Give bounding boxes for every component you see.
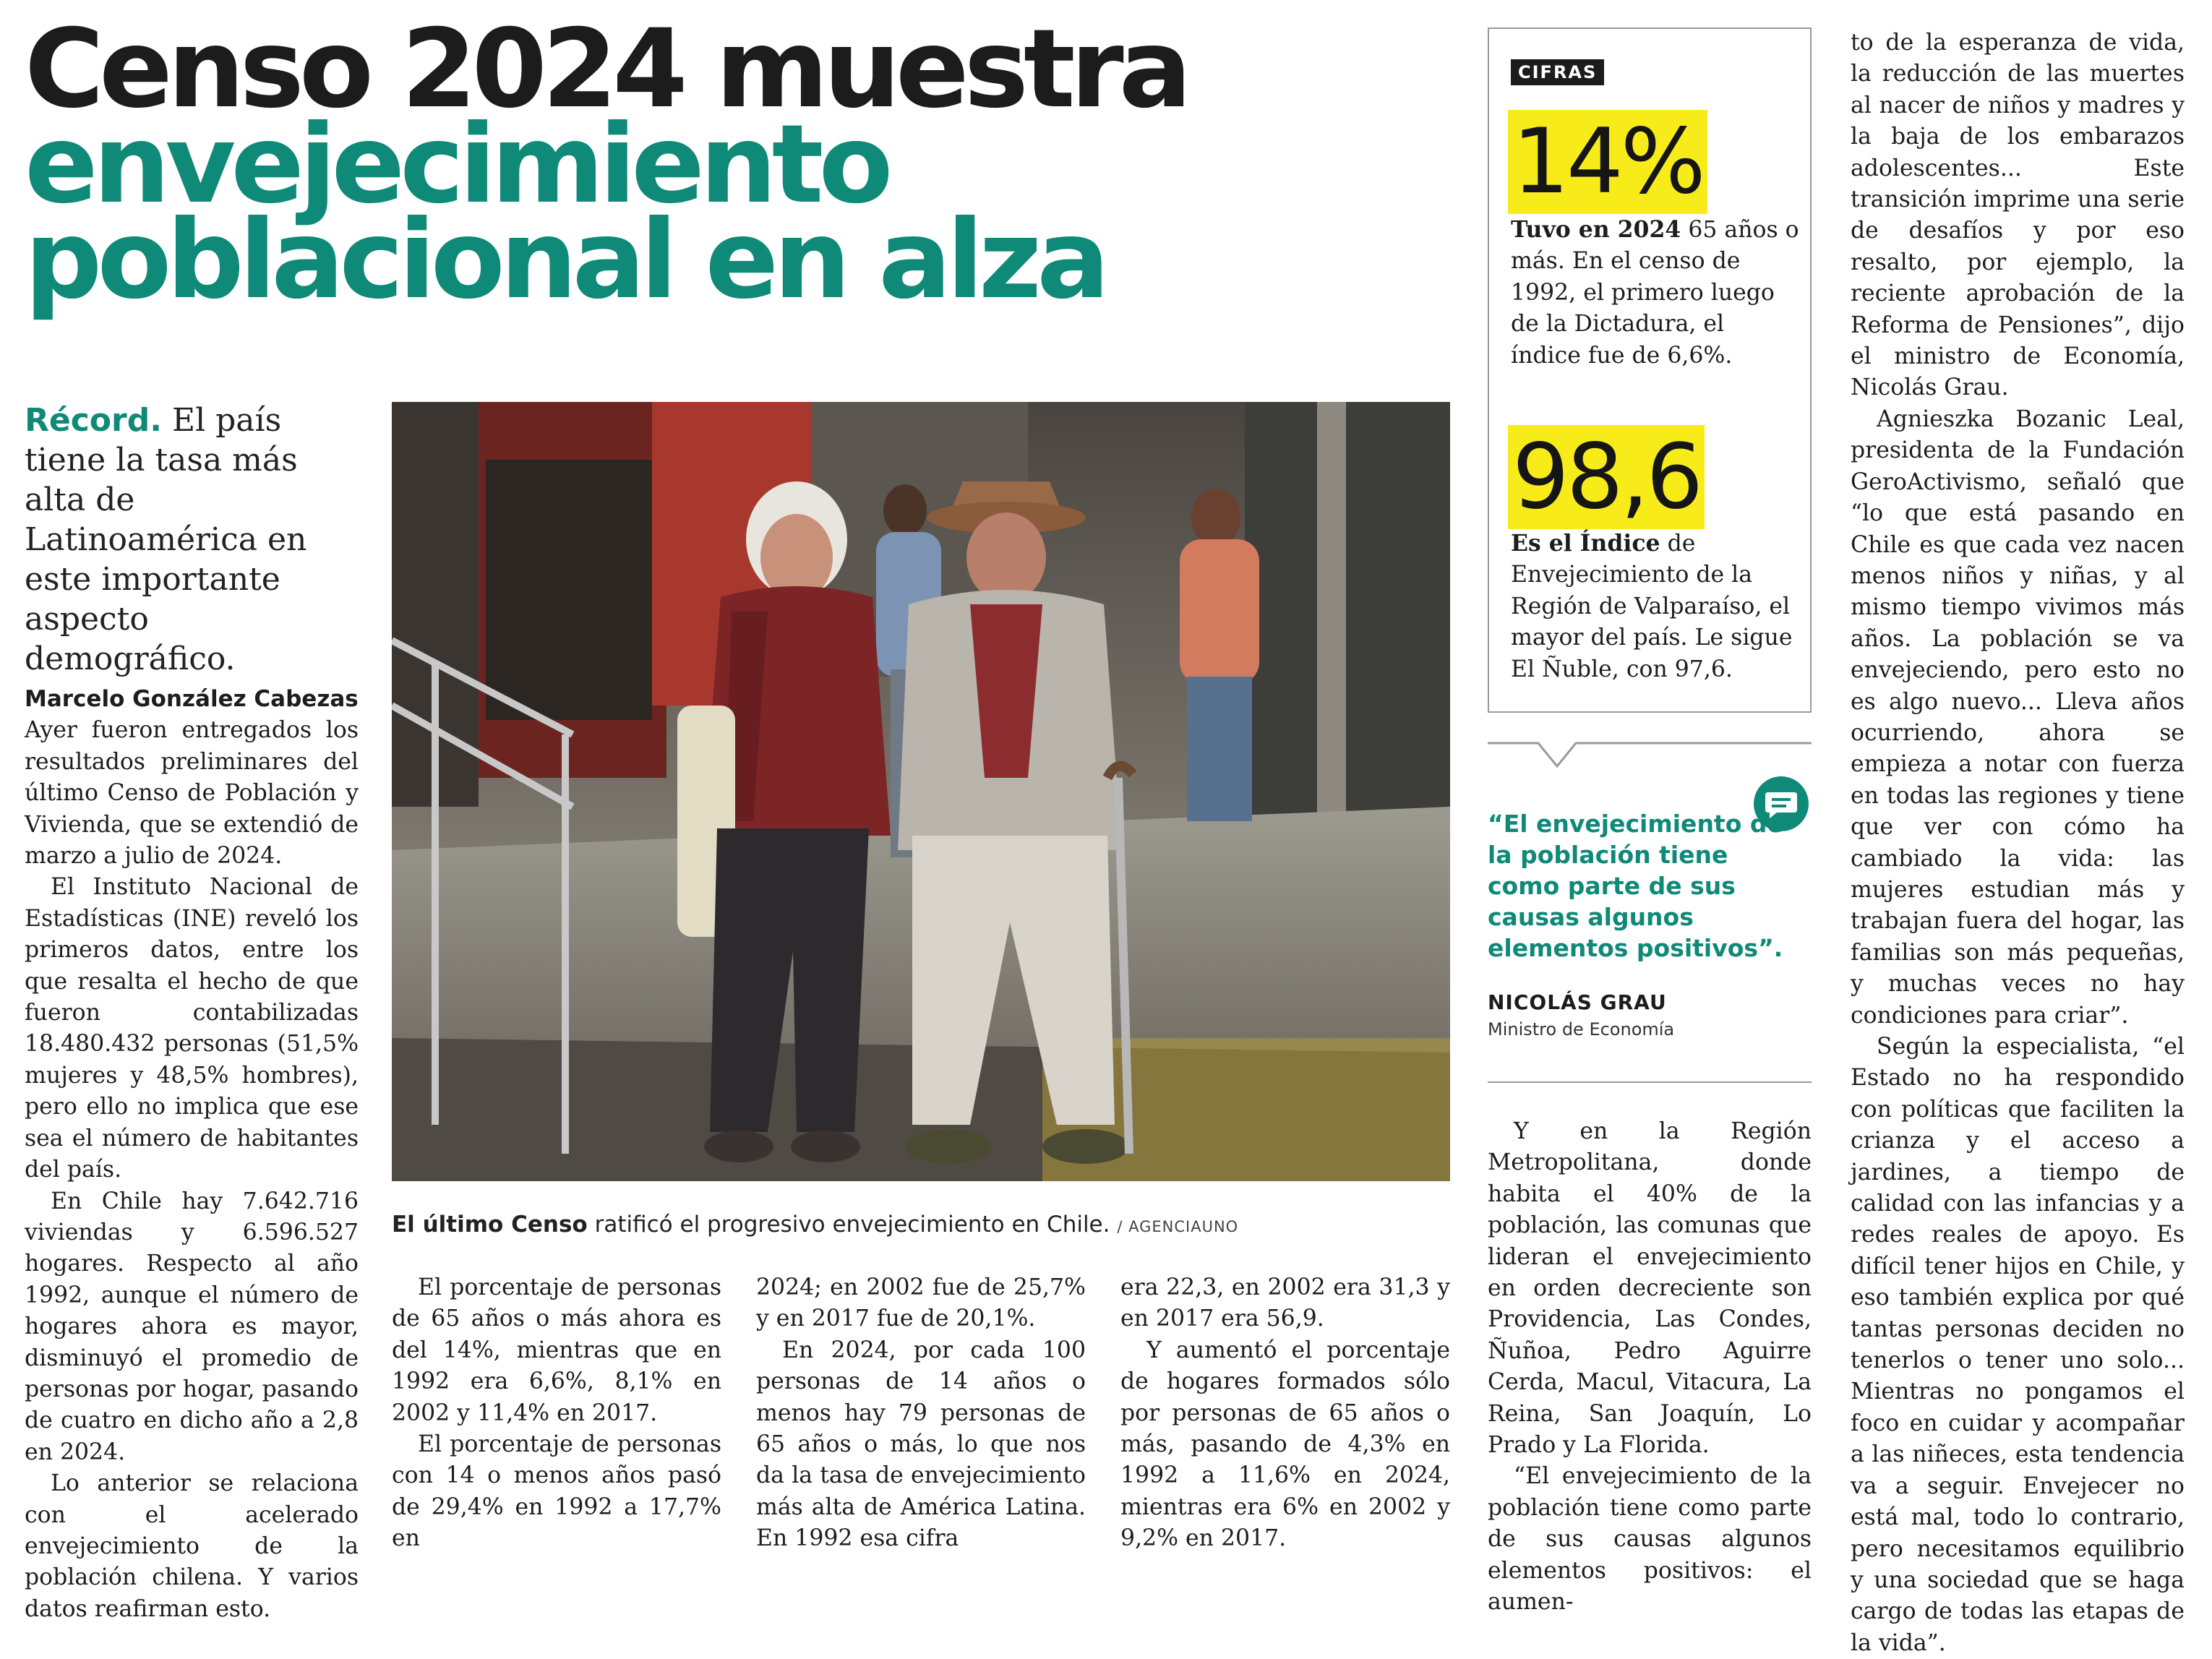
paragraph: Ayer fueron entregados los resultados preliminares del último Censo de Población y Vivienda, que se extendió de marzo a julio de 2024. [25, 717, 359, 870]
headline-line-3: poblacional en alza [25, 197, 1105, 323]
column-6 [1851, 27, 2185, 1659]
paragraph: Y aumentó el porcentaje de hogares formados sólo por personas de 65 años o más, pasando de 4,3% en 1992 a 11,6% en 2024, mientras era 6% en 2002 y 9,2% en 2017. [1120, 1337, 1450, 1552]
headline [25, 7, 1441, 323]
fact-1-number-value: 14% [1508, 110, 1707, 214]
fact-1-number [1508, 110, 1707, 214]
fact-2-text [1511, 528, 1800, 685]
fact-1-body: 65 años o más. En el censo de 1992, el primero luego de la Dictadura, el índice fue de 6,6%. [1511, 217, 1799, 369]
caption-bold: El último Censo [392, 1212, 588, 1238]
news-photo [392, 402, 1450, 1181]
pullquote-text: “El envejecimiento de la población tiene como parte de sus causas algunos elementos positivos”. [1488, 810, 1783, 962]
fact-1-text [1511, 214, 1800, 372]
paragraph: to de la esperanza de vida, la reducción de las muertes al nacer de niños y madres y la baja de los embarazos adolescentes... Este transición imprime una serie de desafíos y por eso resalto, por ejemplo, la reciente aprobación de la Reforma de Pensiones”, dijo el ministro de Economía, Nicolás Grau. [1851, 30, 2185, 401]
caption-text: ratificó el progresivo envejecimiento en Chile. [594, 1212, 1110, 1238]
column-2 [392, 1272, 721, 1555]
pullquote-role: Ministro de Economía [1488, 1019, 1675, 1039]
headline-line-1: Censo 2024 muestra [25, 7, 1187, 132]
divider [1488, 1081, 1812, 1083]
paragraph: Y en la Región Metropolitana, donde habita el 40% de la población, las comunas que lideran el envejecimiento en orden decreciente son Providencia, Las Condes, Ñuñoa, Pedro Aguirre Cerda, Macul, Vitacura, La Reina, San Joaquín, Lo Prado y La Florida. [1488, 1118, 1812, 1459]
paragraph: Agnieszka Bozanic Leal, presidenta de la Fundación GeroActivismo, señaló que “lo que está pasando en Chile es que cada vez nacen menos niños y niñas, y al mismo tiempo vivimos más años. La población se va envejeciendo, pero esto no es algo nuevo... Lleva años ocurriendo, ahora se empieza a notar con fuerza en todas las regiones y tiene que ver con cómo ha cambiado la vida: las mujeres estudian más y trabajan fuera del hogar, las familias son más pequeñas, y muchas veces no hay condiciones para criar”. [1851, 406, 2185, 1029]
photo-credit: / AGENCIAUNO [1117, 1218, 1239, 1235]
cifras-tag: CIFRAS [1511, 59, 1604, 85]
headline-line-2: envejecimiento [25, 102, 888, 228]
pullquote-name: NICOLÁS GRAU [1488, 990, 1667, 1014]
deck [25, 400, 364, 679]
paragraph: El Instituto Nacional de Estadísticas (INE) reveló los primeros datos, entre los que resalta el hecho de que fueron contabilizadas 18.480.432 personas (51,5% mujeres y 48,5% hombres), pero ello no implica que ese sea el número de habitantes del país. [25, 874, 359, 1183]
fact-2-number [1508, 425, 1705, 529]
fact-1-bold: Tuvo en 2024 [1511, 216, 1681, 243]
paragraph: Según la especialista, “el Estado no ha respondido con políticas que faciliten la crianza y el acceso a jardines, a tiempo de calidad con las infancias y a redes reales de apoyo. Es difícil tener hijos en Chile, y eso también explica por qué tantas personas deciden no tenerlos o tener uno solo... Mientras no pongamos el foco en cuidar y acompañar a las niñeces, esta tendencia va a seguir. Envejecer no está mal, todo lo contrario, pero necesitamos equilibrio y una sociedad que se haga cargo de todas las etapas de la vida”. [1851, 1034, 2185, 1656]
paragraph: En Chile hay 7.642.716 viviendas y 6.596.527 hogares. Respecto al año 1992, aunque el número de hogares ahora es mayor, disminuyó el promedio de personas por hogar, pasando de cuatro en dicho año a 2,8 en 2024. [25, 1188, 359, 1465]
fact-2-number-value: 98,6 [1508, 425, 1705, 529]
column-1 [25, 684, 359, 1625]
photo-caption [392, 1212, 1238, 1238]
deck-kicker: Récord. [25, 402, 162, 439]
column-3 [756, 1272, 1086, 1555]
paragraph: Lo anterior se relaciona con el acelerado envejecimiento de la población chilena. Y varios datos reafirman esto. [25, 1470, 359, 1622]
paragraph: 2024; en 2002 fue de 25,7% y en 2017 fue de 20,1%. [756, 1274, 1086, 1332]
photo-illustration [392, 402, 1450, 1181]
paragraph: En 2024, por cada 100 personas de 14 años o menos hay 79 personas de 65 años o más, lo que nos da la tasa de envejecimiento más alta de América Latina. En 1992 esa cifra [756, 1337, 1086, 1552]
paragraph: era 22,3, en 2002 era 31,3 y en 2017 era 56,9. [1120, 1274, 1450, 1332]
fact-2-bold: Es el Índice [1511, 530, 1660, 557]
paragraph: El porcentaje de personas con 14 o menos años pasó de 29,4% en 1992 a 17,7% en [392, 1431, 721, 1552]
paragraph: “El envejecimiento de la población tiene como parte de sus causas algunos elementos positivos: el aumen- [1488, 1463, 1812, 1616]
column-4 [1120, 1272, 1450, 1555]
fact-2-body: de Envejecimiento de la Región de Valparaíso, el mayor del país. Le sigue El Ñuble, con 97,6. [1511, 531, 1793, 682]
paragraph: El porcentaje de personas de 65 años o más ahora es del 14%, mientras que en 1992 era 6,6%, 8,1% en 2002 y 11,4% en 2017. [392, 1274, 721, 1426]
column-5 [1488, 1116, 1812, 1619]
deck-text: El país tiene la tasa más alta de Latinoamérica en este importante aspecto demográfico. [25, 402, 307, 677]
byline: Marcelo González Cabezas [25, 686, 359, 712]
